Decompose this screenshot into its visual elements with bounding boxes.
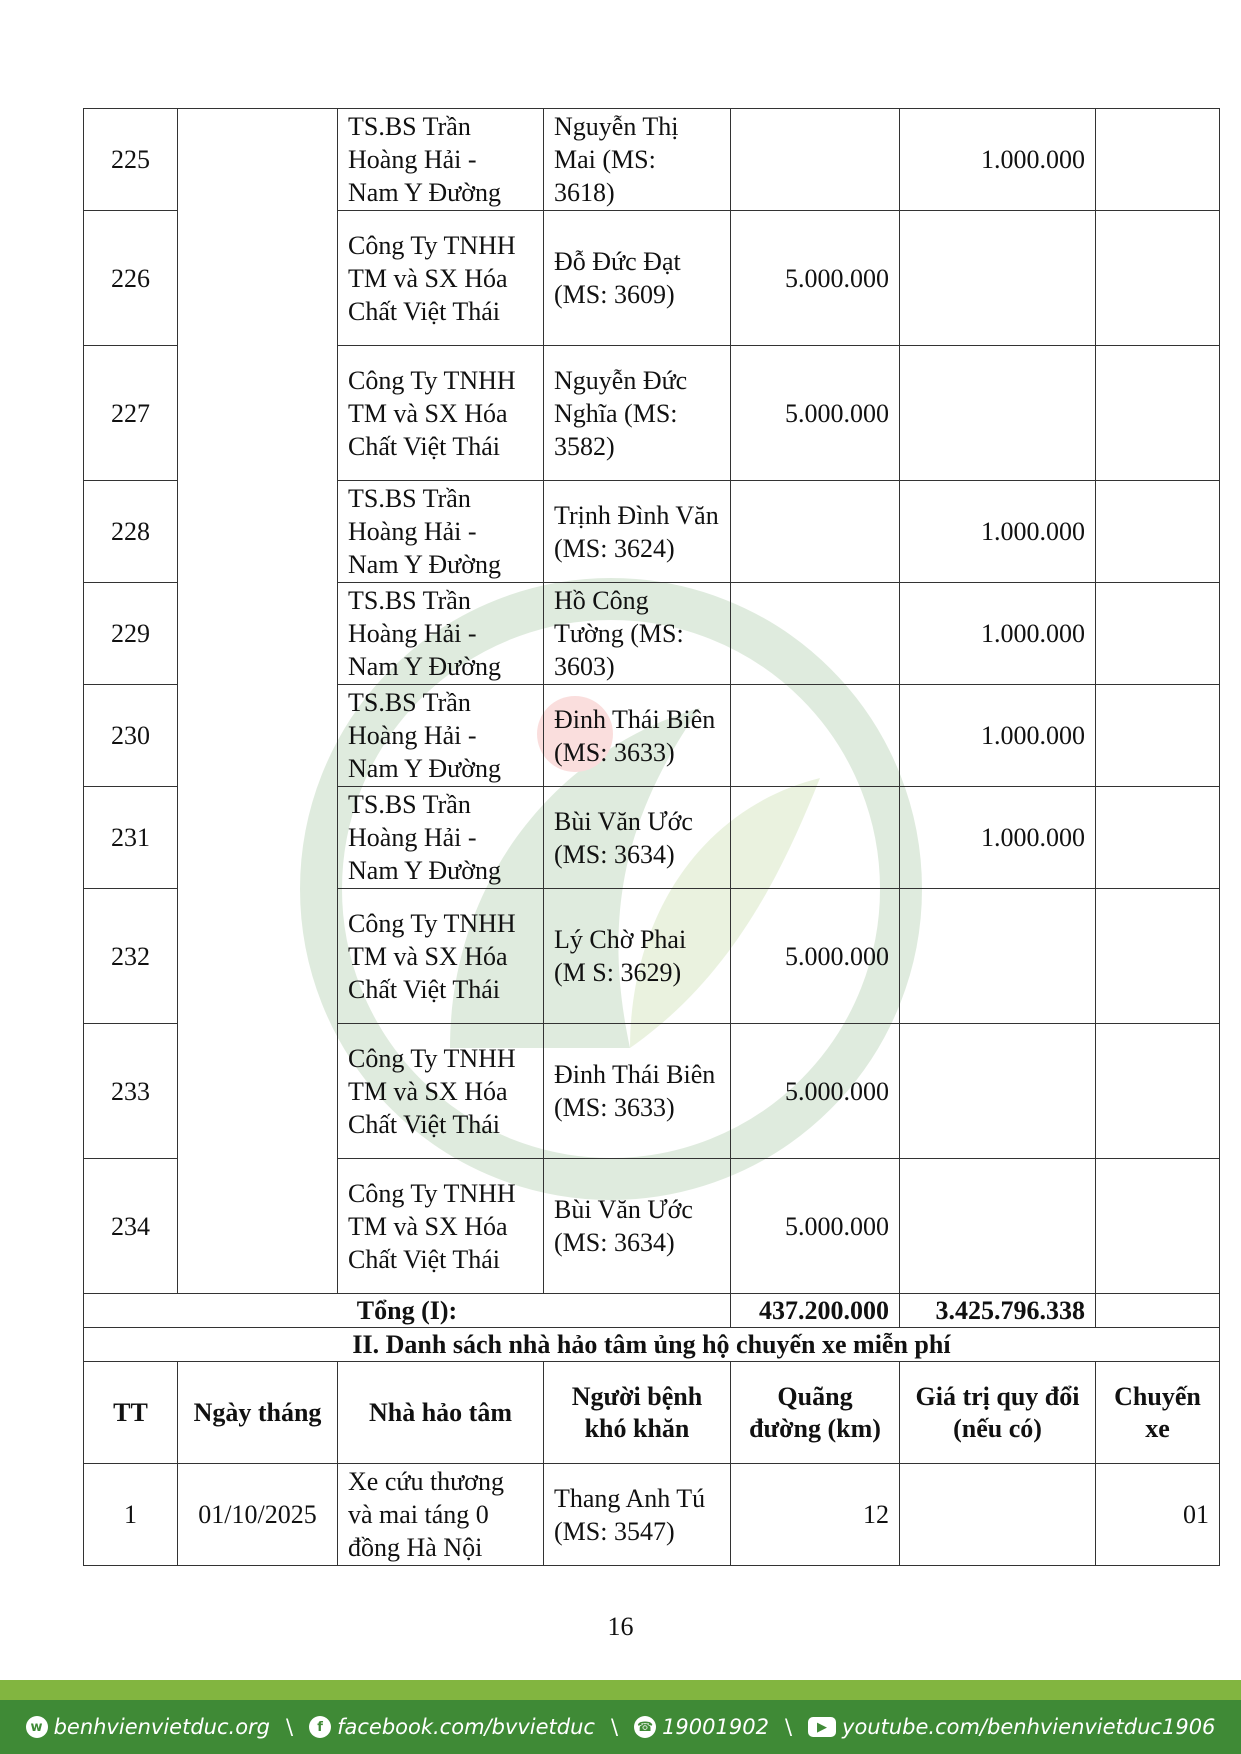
footer-separator: \ — [286, 1715, 294, 1739]
cell-value — [900, 1464, 1096, 1566]
cell-tt: 234 — [84, 1159, 178, 1294]
cell-other — [1096, 889, 1220, 1024]
cell-trips: 01 — [1096, 1464, 1220, 1566]
cell-kind — [900, 1024, 1096, 1159]
cell-patient: Đinh Thái Biên (MS: 3633) — [544, 1024, 731, 1159]
cell-tt: 231 — [84, 787, 178, 889]
footer-separator: \ — [610, 1715, 619, 1739]
cell-other — [1096, 109, 1220, 211]
cell-patient: Bùi Văn Ước (MS: 3634) — [544, 1159, 731, 1294]
footer-facebook-link[interactable] — [309, 1715, 595, 1739]
footer-phone-link[interactable] — [634, 1715, 769, 1739]
footer-band-light — [0, 1680, 1241, 1700]
cell-date-merged — [178, 109, 338, 1294]
total-row — [84, 1294, 1220, 1328]
section-header-row — [84, 1362, 1220, 1464]
youtube-icon: ▶ — [808, 1717, 836, 1737]
cell-donor: Công Ty TNHH TM và SX Hóa Chất Việt Thái — [338, 211, 544, 346]
header-distance: Quãng đường (km) — [731, 1362, 900, 1464]
cell-patient: Nguyễn Thị Mai (MS: 3618) — [544, 109, 731, 211]
cell-patient: Lý Chờ Phai (M S: 3629) — [544, 889, 731, 1024]
cell-cash — [731, 685, 900, 787]
header-donor: Nhà hảo tâm — [338, 1362, 544, 1464]
cell-patient: Bùi Văn Ước (MS: 3634) — [544, 787, 731, 889]
footer-website-link[interactable] — [26, 1715, 270, 1739]
cell-patient: Đỗ Đức Đạt (MS: 3609) — [544, 211, 731, 346]
cell-tt: 1 — [84, 1464, 178, 1566]
total-label: Tổng (I): — [84, 1294, 731, 1328]
cell-cash — [731, 481, 900, 583]
cell-date: 01/10/2025 — [178, 1464, 338, 1566]
cell-patient: Hồ Công Tường (MS: 3603) — [544, 583, 731, 685]
cell-cash: 5.000.000 — [731, 889, 900, 1024]
table-row — [84, 109, 1220, 211]
cell-patient: Đinh Thái Biên (MS: 3633) — [544, 685, 731, 787]
cell-donor: TS.BS Trần Hoàng Hải - Nam Y Đường — [338, 583, 544, 685]
cell-donor: Xe cứu thương và mai táng 0 đồng Hà Nội — [338, 1464, 544, 1566]
cell-other — [1096, 787, 1220, 889]
footer-band — [0, 1700, 1241, 1754]
header-trips: Chuyến xe — [1096, 1362, 1220, 1464]
cell-patient: Thang Anh Tú (MS: 3547) — [544, 1464, 731, 1566]
donation-table — [83, 108, 1220, 1566]
cell-kind: 1.000.000 — [900, 583, 1096, 685]
cell-kind: 1.000.000 — [900, 481, 1096, 583]
cell-donor: Công Ty TNHH TM và SX Hóa Chất Việt Thái — [338, 346, 544, 481]
cell-tt: 226 — [84, 211, 178, 346]
cell-tt: 229 — [84, 583, 178, 685]
cell-tt: 232 — [84, 889, 178, 1024]
page-number: 16 — [607, 1612, 634, 1641]
footer-youtube-link[interactable] — [808, 1715, 1215, 1739]
cell-donor: Công Ty TNHH TM và SX Hóa Chất Việt Thái — [338, 1159, 544, 1294]
cell-kind: 1.000.000 — [900, 787, 1096, 889]
cell-cash: 5.000.000 — [731, 211, 900, 346]
cell-tt: 227 — [84, 346, 178, 481]
total-kind: 3.425.796.338 — [900, 1294, 1096, 1328]
cell-cash: 5.000.000 — [731, 1159, 900, 1294]
cell-donor: Công Ty TNHH TM và SX Hóa Chất Việt Thái — [338, 889, 544, 1024]
cell-cash — [731, 109, 900, 211]
section-title-row — [84, 1328, 1220, 1362]
cell-kind — [900, 346, 1096, 481]
footer-phone-text: 19001902 — [662, 1715, 769, 1739]
cell-cash — [731, 787, 900, 889]
cell-donor: TS.BS Trần Hoàng Hải - Nam Y Đường — [338, 685, 544, 787]
cell-donor: Công Ty TNHH TM và SX Hóa Chất Việt Thái — [338, 1024, 544, 1159]
cell-other — [1096, 685, 1220, 787]
footer-website-text: benhvienvietduc.org — [53, 1715, 271, 1739]
table-row — [84, 1464, 1220, 1566]
cell-donor: TS.BS Trần Hoàng Hải - Nam Y Đường — [338, 787, 544, 889]
header-date: Ngày tháng — [178, 1362, 338, 1464]
cell-kind — [900, 211, 1096, 346]
cell-other — [1096, 583, 1220, 685]
cell-kind — [900, 1159, 1096, 1294]
phone-icon: ☎ — [634, 1716, 656, 1738]
cell-distance: 12 — [731, 1464, 900, 1566]
cell-cash — [731, 583, 900, 685]
cell-donor: TS.BS Trần Hoàng Hải - Nam Y Đường — [338, 481, 544, 583]
cell-tt: 225 — [84, 109, 178, 211]
cell-kind: 1.000.000 — [900, 685, 1096, 787]
section-title: II. Danh sách nhà hảo tâm ủng hộ chuyến xe miễn phí — [84, 1328, 1220, 1362]
cell-patient: Trịnh Đình Văn (MS: 3624) — [544, 481, 731, 583]
footer-facebook-text: facebook.com/bvvietduc — [337, 1715, 595, 1739]
footer-youtube-text: youtube.com/benhvienvietduc1906 — [842, 1715, 1216, 1739]
header-patient: Người bệnh khó khăn — [544, 1362, 731, 1464]
cell-tt: 233 — [84, 1024, 178, 1159]
cell-other — [1096, 1024, 1220, 1159]
footer — [0, 1680, 1241, 1754]
facebook-icon: f — [309, 1716, 331, 1738]
cell-cash: 5.000.000 — [731, 1024, 900, 1159]
cell-other — [1096, 481, 1220, 583]
cell-tt: 230 — [84, 685, 178, 787]
cell-patient: Nguyễn Đức Nghĩa (MS: 3582) — [544, 346, 731, 481]
cell-other — [1096, 211, 1220, 346]
header-tt: TT — [84, 1362, 178, 1464]
watermark-year: 1906 — [784, 722, 826, 780]
total-cash: 437.200.000 — [731, 1294, 900, 1328]
cell-tt: 228 — [84, 481, 178, 583]
cell-kind — [900, 889, 1096, 1024]
cell-other — [1096, 1159, 1220, 1294]
header-value: Giá trị quy đổi (nếu có) — [900, 1362, 1096, 1464]
cell-cash: 5.000.000 — [731, 346, 900, 481]
cell-other — [1096, 346, 1220, 481]
web-icon: w — [26, 1716, 48, 1738]
cell-kind: 1.000.000 — [900, 109, 1096, 211]
total-other — [1096, 1294, 1220, 1328]
footer-separator: \ — [784, 1715, 793, 1739]
cell-donor: TS.BS Trần Hoàng Hải - Nam Y Đường — [338, 109, 544, 211]
